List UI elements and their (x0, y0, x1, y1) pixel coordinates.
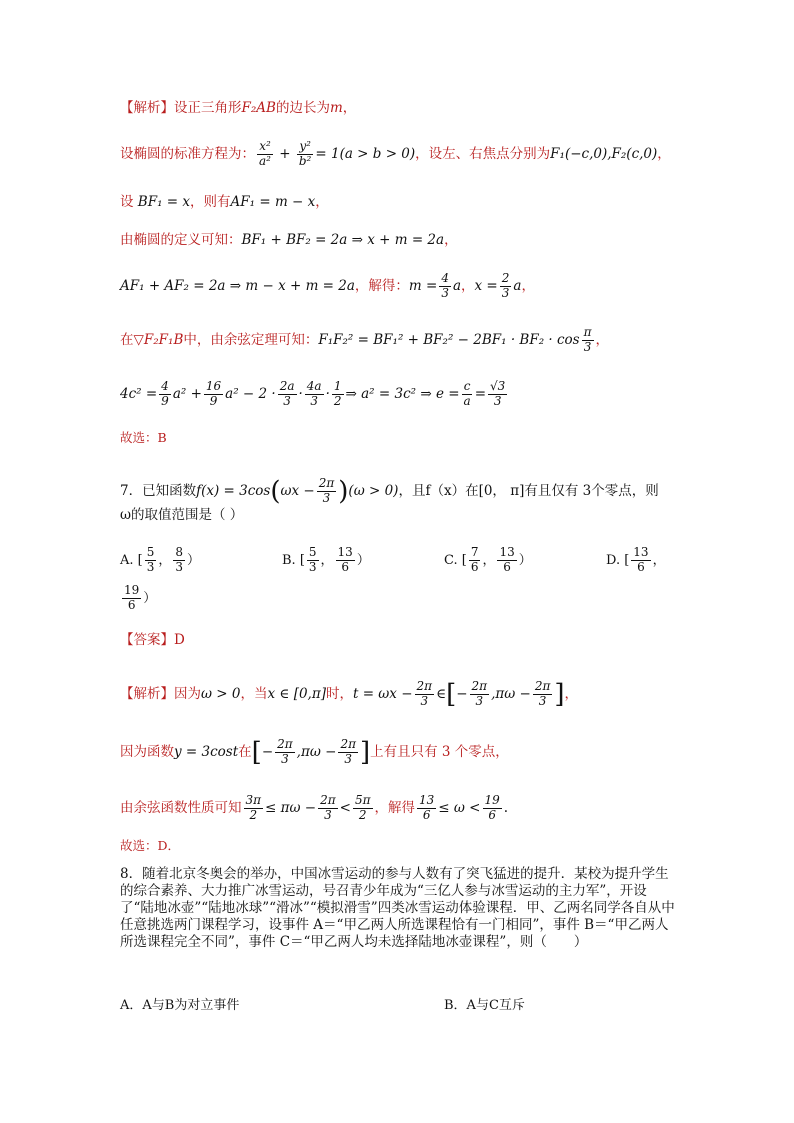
denominator: 6 (503, 559, 511, 574)
math-text: ω > 0 (201, 685, 241, 702)
numerator: 5π (354, 793, 371, 807)
denominator: 3 (501, 285, 510, 300)
math-text: AF₁ = m − x (230, 194, 316, 210)
question-number: 7．已知函数 (120, 482, 197, 499)
math-text: m = (408, 277, 438, 294)
fraction (317, 477, 337, 506)
text: f（x） (425, 482, 466, 499)
solution-line-6 (120, 326, 609, 355)
fraction (307, 546, 319, 575)
solution-line-1 (120, 102, 356, 116)
text: ，解得： (354, 277, 409, 294)
text: ， (158, 552, 172, 568)
numerator: 19 (484, 793, 500, 807)
text: . (503, 799, 509, 816)
denominator: 6 (127, 597, 136, 612)
math-text: a (513, 277, 522, 294)
solution-line-2: 设椭圆的标准方程为： $\frac{\text{x²}}{\text{a²}}$ + $\frac{\text{y²}}{\text{b²}}$ = 1(a > b > 0)，设左、右焦点分别为F₁(−c,0),F₂(c,0)， (120, 139, 671, 168)
text: ） (143, 590, 157, 606)
fraction (336, 546, 355, 575)
numerator: 7 (470, 545, 479, 559)
denominator: a (463, 393, 471, 408)
text: ， (595, 331, 609, 348)
math-text: < (339, 799, 351, 816)
text: 中，由余弦定理可知： (183, 331, 319, 348)
text: 因为函数 (120, 743, 174, 760)
numerator: 5 (308, 545, 317, 559)
denominator: 2 (333, 393, 342, 408)
fraction (297, 140, 314, 169)
text: ， (444, 232, 458, 248)
solution-line-5: AF₁ + AF₂ = 2a ⇒ m − x + m = 2a，解得：m = $\frac{4}{3}$ a，x = $\frac{2}{3}$ a， (120, 271, 535, 300)
fraction (483, 794, 502, 823)
text: 在[0， π]有且仅有 3个零点，则 (465, 482, 659, 499)
text: ， (652, 552, 666, 568)
numerator: 13 (419, 793, 435, 807)
numerator: π (583, 325, 592, 339)
math-text: F₁F₂² = BF₁² + BF₂² − 2BF₁ · BF₂ · cos (318, 331, 580, 348)
fraction (275, 738, 295, 767)
fraction (353, 794, 373, 823)
denominator: 3 (310, 393, 319, 408)
text: ， (482, 552, 496, 568)
denominator: 3 (475, 693, 484, 708)
fraction (204, 380, 223, 409)
question-7-line-2: ω的取值范围是（ ） (120, 507, 244, 523)
math-text: BF₁ = x (137, 194, 191, 210)
denominator: a² (259, 153, 271, 168)
text: 由余弦函数性质可知 (120, 799, 242, 816)
option-label: A. [ (120, 552, 143, 568)
fraction (338, 738, 358, 767)
numerator: 2π (277, 737, 293, 751)
text: 上有且只有 3 个零点， (370, 743, 509, 760)
text: ） (518, 552, 532, 568)
fraction (631, 546, 650, 575)
denominator: 3 (344, 751, 353, 766)
fraction (305, 380, 324, 409)
q8-option-a[interactable]: A．A与B为对立事件 (120, 998, 240, 1013)
fraction (318, 794, 338, 823)
fraction (582, 326, 594, 355)
numerator: 3π (245, 793, 262, 807)
denominator: 3 (146, 559, 155, 574)
option-c[interactable] (444, 546, 532, 575)
math-text: = (474, 385, 487, 402)
text: ，则有 (190, 194, 231, 210)
math-text: ⇒ a² = 3c² ⇒ e = (345, 385, 460, 402)
fraction (278, 380, 297, 409)
denominator: 9 (209, 393, 218, 408)
denominator: 3 (283, 393, 291, 408)
option-d-continued (120, 584, 156, 613)
text: 在 (120, 331, 134, 348)
math-text: · (298, 385, 303, 402)
denominator: 3 (308, 559, 317, 574)
denominator: 3 (420, 693, 429, 708)
q8-option-b[interactable]: B．A与C互斥 (444, 998, 525, 1013)
numerator: x² (259, 139, 271, 153)
q7-solution-line-2: 因为函数y = 3cost在[− $\frac{2\pi}{3}$ ,πω − $\frac{2\pi}{3}$ ]上有且只有 3 个零点， (120, 737, 509, 768)
numerator: 2a (279, 379, 295, 393)
numerator: 13 (499, 545, 515, 559)
text: ） (187, 552, 201, 568)
option-a[interactable] (120, 546, 200, 575)
math-text: t = ωx − (352, 685, 413, 702)
math-text: ≤ πω − (265, 799, 317, 816)
fraction (145, 546, 157, 575)
fraction (173, 546, 185, 575)
numerator: 2π (318, 476, 335, 490)
text: ，解得 (374, 799, 415, 816)
fraction (470, 680, 490, 709)
numerator: 1 (333, 379, 342, 393)
option-label: C. [ (444, 552, 467, 568)
math-text: BF₁ + BF₂ = 2a ⇒ x + m = 2a (241, 232, 445, 248)
answer-tag: 【答案】 (120, 632, 174, 648)
solution-line-4 (120, 234, 458, 248)
numerator: c (463, 379, 471, 393)
math-text: x = (474, 277, 498, 294)
answer-value: D (174, 632, 185, 648)
text: 设 (120, 194, 134, 210)
text: ） (356, 552, 370, 568)
numerator: 2π (320, 793, 336, 807)
text: ，且 (398, 482, 426, 499)
math-text: a² + (172, 385, 202, 402)
numerator: 2π (471, 679, 488, 693)
numerator: √3 (490, 379, 506, 393)
math-text: a² − 2 · (225, 385, 276, 402)
fraction (244, 794, 264, 823)
fraction (257, 140, 273, 169)
numerator: 2π (416, 679, 433, 693)
fraction (332, 380, 344, 409)
denominator: 6 (637, 559, 645, 574)
solution-line-7 (120, 380, 509, 409)
math-text: y = 3cost (174, 743, 239, 760)
solution-choice-b: 故选：B (120, 430, 167, 445)
math-text: ωx − (280, 482, 315, 499)
fraction (500, 272, 512, 301)
math-text: F₁(−c,0),F₂(c,0) (550, 145, 658, 162)
numerator: 16 (205, 379, 222, 393)
denominator: 3 (324, 807, 332, 822)
question-8-text: 8．随着北京冬奥会的举办，中国冰雪运动的参与人数有了突飞猛进的提升．某校为提升学生的综合素养、大力推广冰雪运动，号召青少年成为“三亿人参与冰雪运动的主力军”，开设了“陆地冰壶”“陆地冰球”“滑冰”“模拟滑雪”四类冰雪运动体验课程．甲、乙两名同学各自从中任意挑选两门课程学习，设事件 A＝“甲乙两人所选课程恰有一门相同”，事件 B＝“甲乙两人所选课程完全不同”，事件 C＝“甲乙两人均未选择陆地冰壶课程”，则（ ） (120, 866, 675, 950)
fraction (533, 680, 553, 709)
text: ， (320, 552, 334, 568)
denominator: 3 (281, 751, 289, 766)
math-text: a (452, 277, 462, 294)
fraction (439, 272, 451, 301)
option-label: B. [ (282, 552, 305, 568)
math-text: (ω > 0) (348, 482, 399, 499)
math-text: F₂AB (241, 100, 276, 116)
text: ，设左、右焦点分别为 (415, 145, 551, 162)
fraction (159, 380, 171, 409)
math-text: ▽F₂F₁B (133, 331, 184, 348)
numerator: y² (299, 139, 311, 153)
denominator: 3 (583, 339, 592, 354)
text: 的边长为 (275, 100, 330, 116)
numerator: 4a (306, 379, 322, 393)
fraction (415, 680, 435, 709)
numerator: 2π (340, 737, 356, 751)
fraction (122, 584, 141, 613)
denominator: 6 (470, 559, 479, 574)
fraction (488, 380, 507, 409)
numerator: 2π (534, 679, 551, 693)
numerator: 5 (146, 545, 155, 559)
denominator: 6 (488, 807, 496, 822)
math-text: 4c² = (120, 385, 158, 402)
text: 设椭圆的标准方程为： (120, 145, 255, 162)
denominator: 6 (422, 807, 431, 822)
math-text: · (325, 385, 330, 402)
denominator: 9 (161, 393, 169, 408)
denominator: 3 (322, 490, 331, 505)
analysis-tag: 【解析】 (120, 100, 174, 116)
math-text: x ∈ [0,π] (267, 685, 326, 702)
option-b[interactable] (282, 546, 370, 575)
math-text: ∈ (436, 685, 447, 702)
math-text: f(x) = 3cos (196, 482, 271, 499)
math-text: m (329, 100, 343, 116)
option-label: D. [ (606, 552, 630, 568)
numerator: 19 (124, 583, 140, 597)
fraction (462, 380, 473, 409)
q7-solution-line-1: 【解析】因为ω > 0，当x ∈ [0,π]时，t = ωx − $\frac{2\pi}{3}$ ∈[− $\frac{2\pi}{3}$ ,πω − $\frac{2\pi}{3}$ ]， (120, 679, 579, 710)
denominator: 3 (538, 693, 547, 708)
answer-line (120, 634, 185, 648)
denominator: 3 (441, 285, 449, 300)
math-text: ≤ ω < (438, 799, 481, 816)
text: ， (342, 100, 357, 116)
text: 由椭圆的定义可知： (120, 232, 242, 248)
numerator: 13 (337, 545, 353, 559)
denominator: 6 (341, 559, 349, 574)
fraction (417, 794, 436, 823)
math-text: AF₁ + AF₂ = 2a ⇒ m − x + m = 2a (120, 277, 355, 294)
text: 设正三角形 (174, 100, 242, 116)
solution-line-3 (120, 196, 329, 210)
text: ， (315, 194, 329, 210)
q7-solution-line-3 (120, 794, 508, 823)
denominator: 3 (175, 559, 184, 574)
denominator: b² (298, 153, 312, 168)
text: 时， (325, 685, 353, 702)
text: ， (657, 145, 671, 162)
denominator: 2 (249, 807, 258, 822)
question-7-line-1: 7．已知函数f(x) = 3cos(ωx − $\frac{2\pi}{3}$ )(ω > 0)，且f（x）在[0， π]有且仅有 3个零点，则 (120, 476, 659, 507)
option-d[interactable] (606, 546, 666, 575)
text: 在 (238, 743, 252, 760)
numerator: 2 (501, 271, 510, 285)
text: ，当 (240, 685, 268, 702)
denominator: 3 (493, 393, 502, 408)
solution-choice-d: 故选：D． (120, 838, 181, 853)
numerator: 4 (161, 379, 169, 393)
numerator: 4 (441, 271, 449, 285)
numerator: 13 (633, 545, 649, 559)
numerator: 8 (175, 545, 184, 559)
denominator: 2 (358, 807, 367, 822)
fraction (497, 546, 516, 575)
math-text: = 1(a > b > 0) (315, 145, 416, 162)
fraction (469, 546, 481, 575)
text: 因为 (174, 685, 201, 702)
analysis-tag: 【解析】 (120, 685, 174, 702)
